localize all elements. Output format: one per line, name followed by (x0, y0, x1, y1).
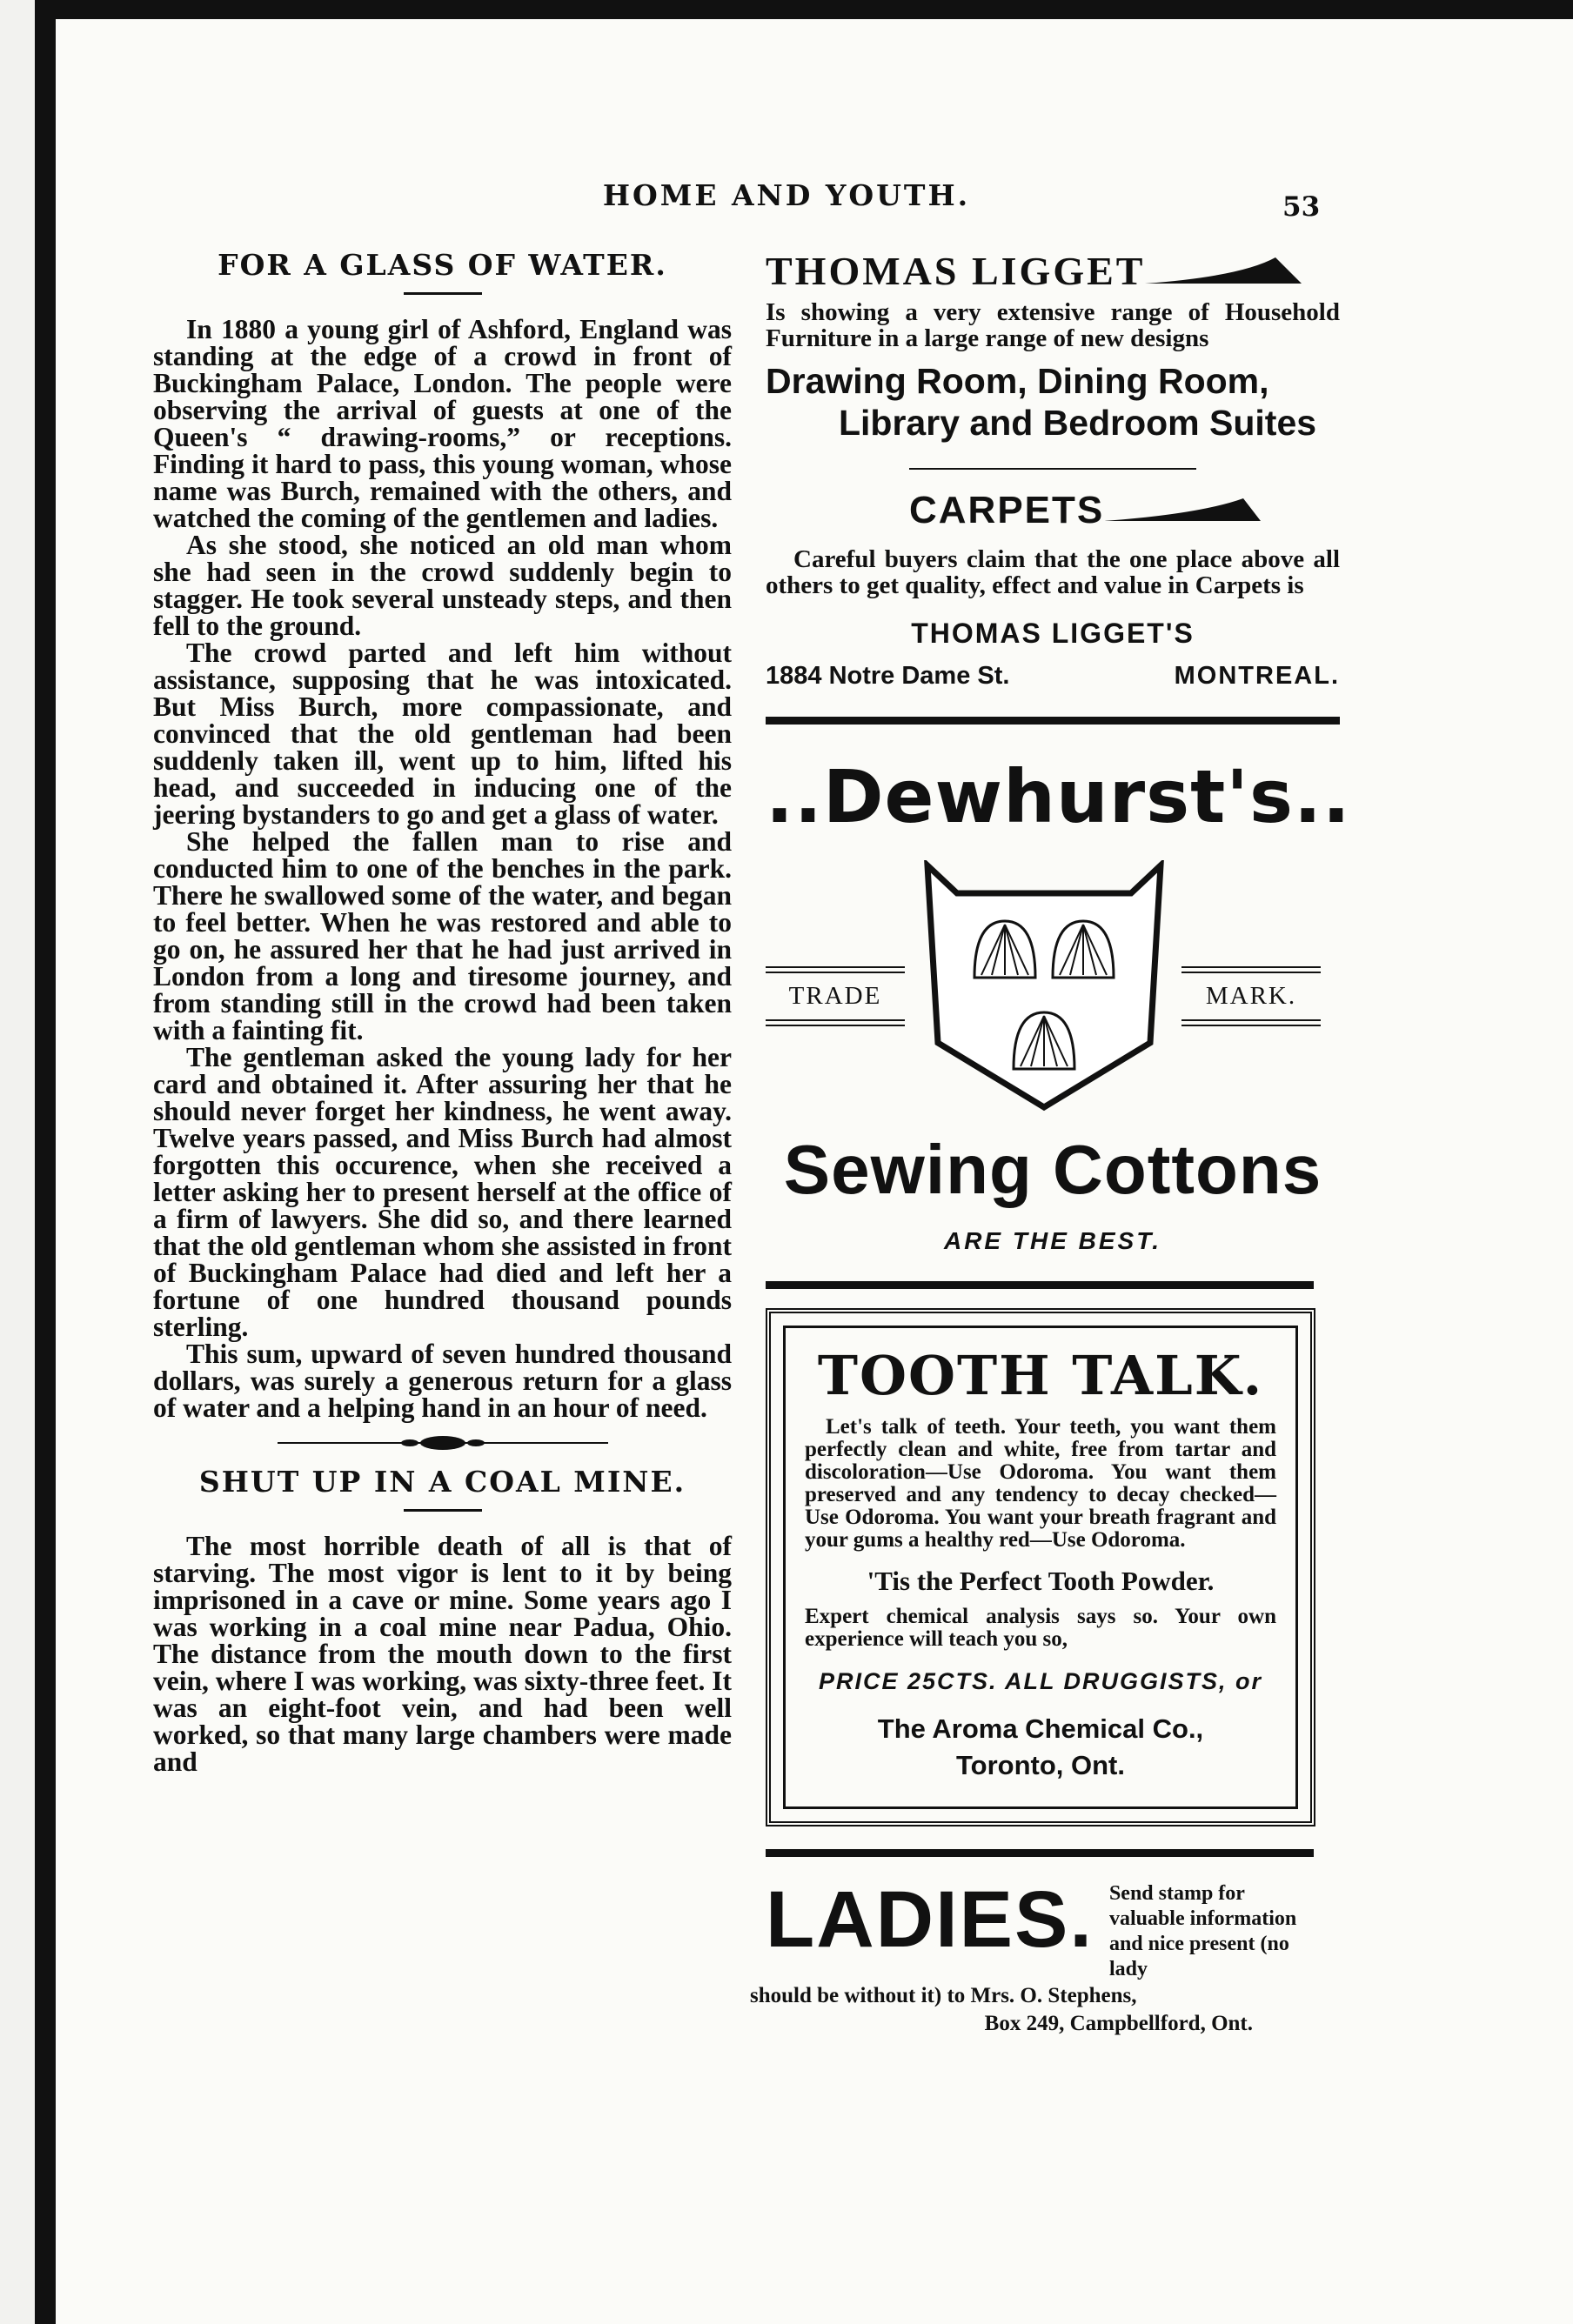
dewhurst-tagline: ARE THE BEST. (943, 1227, 1162, 1254)
left-column (153, 248, 732, 1775)
tooth-talk-company: The Aroma Chemical Co., (877, 1713, 1204, 1744)
carpets-description: Careful buyers claim that the one place above all others to get quality, effect and value in Carpets is (766, 545, 1340, 599)
page-top-edge (0, 0, 1573, 19)
ligget-title (766, 248, 1340, 294)
ladies-title: LADIES. (766, 1875, 1094, 1964)
ligget-advertisement (766, 248, 1340, 691)
ladies-advertisement (750, 1875, 1340, 2038)
tooth-talk-advertisement (766, 1308, 1315, 1826)
pennant-flourish-icon (1104, 495, 1261, 526)
article-title-glass-of-water: FOR A GLASS OF WATER. (218, 248, 667, 282)
tooth-talk-title: TOOTH TALK. (817, 1344, 1264, 1407)
ad-separator (766, 1849, 1314, 1857)
mark-label: MARK. (1205, 982, 1297, 1010)
tooth-talk-inner-frame (783, 1326, 1298, 1809)
ladies-row (766, 1875, 1340, 1982)
page-binding-edge (35, 0, 56, 2324)
trade-label: TRADE (788, 982, 882, 1010)
right-column (750, 248, 1351, 2038)
title-underline (404, 1509, 482, 1512)
ligget-suites-line1: Drawing Room, Dining Room, (766, 361, 1269, 401)
ligget-city: MONTREAL. (1174, 662, 1340, 690)
paragraph: This sum, upward of seven hundred thousand dollars, was surely a generous return for a glass of water and a helping hand in an hour of need. (153, 1339, 732, 1423)
separator (909, 468, 1196, 470)
paragraph: The most horrible death of all is that of starving. The most vigor is lent to it by being imprisoned in a cave or mine. Some years ago I was working in a coal mine near Padua, Ohio. The distance from the mouth down to the first vein, where I was working, was sixty-three feet. It was an eight-foot vein, and had been well worked, so that many large chambers were made and (153, 1531, 732, 1777)
tooth-talk-city: Toronto, Ont. (956, 1750, 1125, 1780)
carpets-heading (766, 489, 1340, 532)
tooth-talk-slogan: 'Tis the Perfect Tooth Powder. (867, 1566, 1215, 1596)
title-underline (404, 292, 482, 295)
tooth-talk-price: PRICE 25CTS. ALL DRUGGISTS, or (818, 1668, 1263, 1694)
ladies-note: Send stamp for valuable information and nice present (no lady (1108, 1882, 1297, 1980)
paragraph: As she stood, she noticed an old man whom she had seen in the crowd suddenly begin to stagger. He took several unsteady steps, and then fell to the ground. (153, 530, 732, 641)
paragraph: The gentleman asked the young lady for her card and obtained it. After assuring her that he should never forget her kindness, he went away. Twelve years passed, and Miss Burch had almost forgotten this occurence, when she received a letter asking her to present herself at the office of a firm of lawyers. She did so, and there learned that the old gentleman whom she assisted in front of Buckingham Palace had died and left her a fortune of one hundred thousand pounds sterling. (153, 1042, 732, 1342)
trade-label-block (766, 966, 905, 1026)
paragraph: She helped the fallen man to rise and conducted him to one of the benches in the park. There he swallowed some of the water, and began to feel better. When he was restored and able to go on, he assured her that he had just arrived in London from a long and tiresome journey, and from standing still in the crowd had been taken with a fainting fit. (153, 826, 732, 1045)
article-body-coal-mine (153, 1533, 732, 1775)
paragraph: The crowd parted and left him without assistance, supposing that he was intoxicated. But Miss Burch, more compassionate, and convinced that the old gentleman had been suddenly taken ill, went up to him, lifted his head, and succeeded in inducing one of the jeering bystanders to go and get a glass of water. (153, 638, 732, 830)
article-body-glass-of-water (153, 316, 732, 1421)
ad-separator (766, 1281, 1314, 1289)
trade-mark-block (766, 860, 1340, 1112)
ligget-suites-line2: Library and Bedroom Suites (839, 403, 1317, 443)
running-head: HOME AND YOUTH. (602, 178, 971, 212)
ornament-divider (278, 1433, 608, 1452)
tooth-talk-text: Let's talk of teeth. Your teeth, you want them perfectly clean and white, free from tartar and discoloration—Use Odoroma. You want them preserved and any tendency to decay checked—Use Odoroma. You want your breath fragrant and your gums a healthy red—Use Odoroma. (805, 1415, 1276, 1552)
carpets-title: CARPETS (909, 489, 1105, 531)
ligget-address-row (766, 662, 1340, 691)
ladies-line-2: should be without it) to Mrs. O. Stephens, (750, 1984, 1137, 2007)
dewhurst-product: Sewing Cottons (783, 1131, 1322, 1208)
article-title-coal-mine: SHUT UP IN A COAL MINE. (198, 1465, 686, 1499)
paragraph: In 1880 a young girl of Ashford, England was standing at the edge of a crowd in front of Buckingham Palace, London. The people were observing the arrival of guests at one of the Queen's “ drawing-rooms,” or receptions. Finding it hard to pass, this young woman, whose name was Burch, remained with the others, and watched the coming of the gentlemen and ladies. (153, 314, 732, 533)
ladies-line-3: Box 249, Campbellford, Ont. (984, 2012, 1253, 2035)
dewhurst-name: ..Dewhurst's.. (766, 754, 1351, 839)
ad-separator (766, 717, 1340, 725)
shell-shield-logo-icon (922, 860, 1166, 1112)
ligget-description: Is showing a very extensive range of Household Furniture in a large range of new designs (766, 298, 1340, 352)
dewhurst-advertisement (766, 754, 1351, 1255)
ligget-title-text: THOMAS LIGGET (766, 249, 1146, 293)
mark-label-block (1181, 966, 1321, 1026)
ligget-address: 1884 Notre Dame St. (766, 662, 1010, 690)
page-number: 53 (1282, 191, 1321, 223)
page-left-edge (0, 0, 35, 2324)
tooth-talk-analysis: Expert chemical analysis says so. Your own experience will teach you so, (805, 1605, 1276, 1651)
ligget-signature: THOMAS LIGGET'S (911, 618, 1195, 649)
pennant-flourish-icon (1145, 254, 1302, 289)
